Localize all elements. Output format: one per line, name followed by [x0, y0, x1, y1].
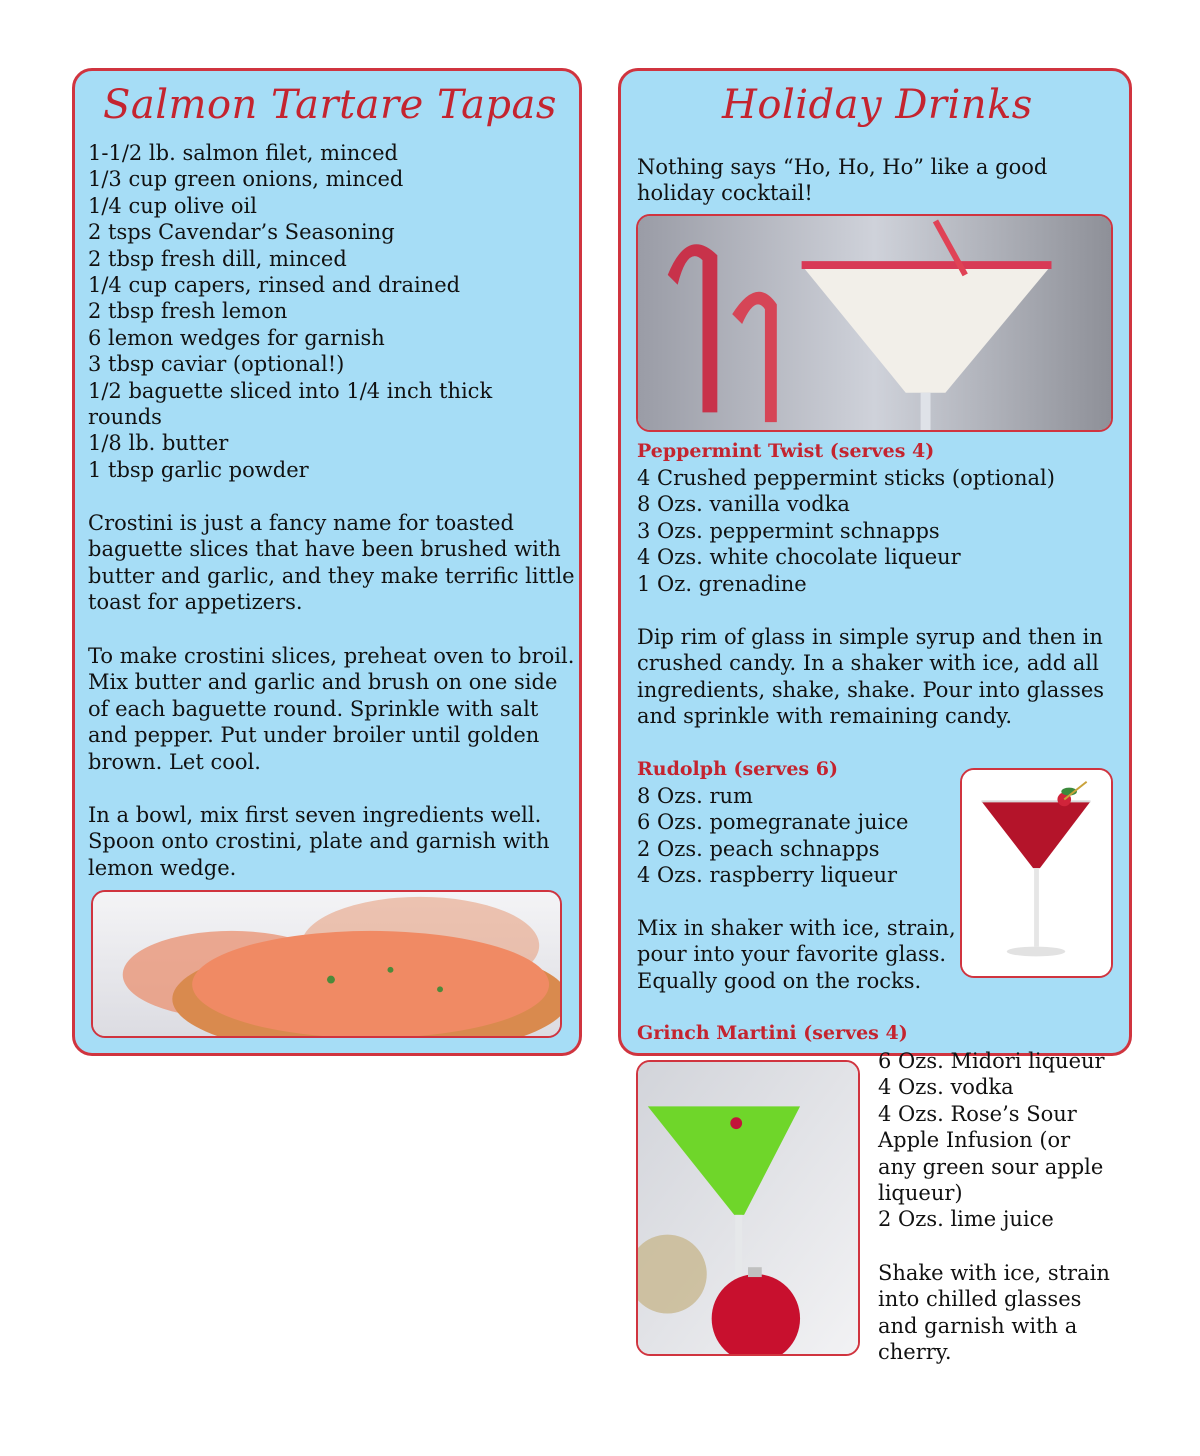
ingredient-line: 4 Ozs. raspberry liqueur	[637, 863, 898, 888]
crostini-directions	[88, 643, 574, 775]
paragraph-line: butter and garlic, and they make terrific little	[88, 563, 575, 588]
ingredient-line: 2 Ozs. peach schnapps	[637, 836, 880, 861]
ingredient-line: 8 Ozs. rum	[637, 784, 753, 808]
direction-line: and sprinkle with remaining candy.	[637, 704, 1013, 729]
ingredient-line: 2 tsps Cavendar’s Seasoning	[88, 220, 395, 245]
ingredient-line: 1/4 cup capers, rinsed and drained	[88, 272, 461, 297]
ingredient-line: liqueur)	[878, 1180, 963, 1205]
paragraph-line: toast for appetizers.	[88, 590, 303, 615]
paragraph-line: lemon wedge.	[88, 855, 237, 880]
ingredient-line: 1/2 baguette sliced into 1/4 inch thick	[88, 378, 493, 403]
paragraph-line: Mix butter and garlic and brush on one side	[88, 670, 558, 695]
crostini-description	[88, 510, 575, 616]
peppermint-ingredients	[637, 465, 1055, 597]
direction-line: cherry.	[878, 1340, 952, 1365]
peppermint-twist-photo	[636, 214, 1113, 432]
drinks-intro	[637, 154, 1047, 207]
intro-line: Nothing says “Ho, Ho, Ho” like a good	[637, 155, 1048, 179]
rudolph-ingredients	[637, 783, 908, 889]
peppermint-directions	[637, 624, 1104, 730]
drinks-title: Holiday Drinks	[722, 82, 1033, 128]
paragraph-line: and pepper. Put under broiler until golden	[88, 723, 540, 748]
paragraph-line: To make crostini slices, preheat oven to broil.	[88, 644, 575, 668]
ingredient-line: 4 Ozs. Rose’s Sour	[878, 1101, 1077, 1126]
peppermint-twist-heading: Peppermint Twist (serves 4)	[637, 440, 935, 462]
paragraph-line: baguette slices that have been brushed with	[88, 537, 561, 562]
intro-line: holiday cocktail!	[637, 181, 813, 206]
salmon-tapas-photo	[91, 890, 562, 1038]
grinch-directions	[878, 1260, 1110, 1366]
grinch-martini-photo	[636, 1060, 860, 1356]
ingredient-line: rounds	[88, 404, 162, 429]
ingredient-line: 1/4 cup olive oil	[88, 193, 257, 218]
ingredient-line: 2 tbsp fresh lemon	[88, 299, 288, 324]
rudolph-directions	[637, 915, 956, 994]
ingredient-line: 2 tbsp fresh dill, minced	[88, 246, 347, 271]
direction-line: Equally good on the rocks.	[637, 968, 922, 993]
direction-line: Dip rim of glass in simple syrup and then in	[637, 625, 1103, 649]
paragraph-line: Spoon onto crostini, plate and garnish with	[88, 829, 550, 854]
grinch-ingredients	[878, 1048, 1105, 1233]
paragraph-line: Crostini is just a fancy name for toasted	[88, 511, 514, 535]
salmon-ingredients	[88, 140, 492, 483]
direction-line: Shake with ice, strain	[878, 1261, 1110, 1285]
ingredient-line: 3 Ozs. peppermint schnapps	[637, 518, 940, 543]
ingredient-line: 4 Crushed peppermint sticks (optional)	[637, 466, 1055, 490]
direction-line: into chilled glasses	[878, 1287, 1082, 1312]
ingredient-line: 4 Ozs. white chocolate liqueur	[637, 545, 961, 570]
grinch-martini-heading: Grinch Martini (serves 4)	[637, 1022, 908, 1044]
ingredient-line: 6 Ozs. pomegranate juice	[637, 810, 909, 835]
ingredient-line: 6 lemon wedges for garnish	[88, 325, 385, 350]
ingredient-line: 4 Ozs. vodka	[878, 1075, 1014, 1100]
rudolph-cocktail-photo	[960, 768, 1113, 978]
ingredient-line: 3 tbsp caviar (optional!)	[88, 352, 345, 377]
ingredient-line: 1-1/2 lb. salmon filet, minced	[88, 141, 398, 165]
salmon-title: Salmon Tartare Tapas	[103, 82, 557, 128]
direction-line: Mix in shaker with ice, strain,	[637, 916, 956, 940]
ingredient-line: 6 Ozs. Midori liqueur	[878, 1049, 1105, 1073]
paragraph-line: In a bowl, mix first seven ingredients well.	[88, 803, 542, 827]
ingredient-line: any green sour apple	[878, 1154, 1104, 1179]
ingredient-line: 1/8 lb. butter	[88, 431, 229, 456]
ingredient-line: 1 Oz. grenadine	[637, 571, 807, 596]
paragraph-line: brown. Let cool.	[88, 749, 261, 774]
ingredient-line: 2 Ozs. lime juice	[878, 1207, 1054, 1232]
ingredient-line: 8 Ozs. vanilla vodka	[637, 492, 850, 517]
direction-line: pour into your favorite glass.	[637, 942, 947, 967]
direction-line: and garnish with a	[878, 1313, 1078, 1338]
ingredient-line: Apple Infusion (or	[878, 1128, 1071, 1153]
ingredient-line: 1 tbsp garlic powder	[88, 457, 309, 482]
direction-line: ingredients, shake, shake. Pour into glasses	[637, 677, 1105, 702]
tartare-directions	[88, 802, 549, 881]
direction-line: crushed candy. In a shaker with ice, add all	[637, 651, 1099, 676]
paragraph-line: of each baguette round. Sprinkle with salt	[88, 696, 539, 721]
ingredient-line: 1/3 cup green onions, minced	[88, 167, 404, 192]
rudolph-heading: Rudolph (serves 6)	[637, 758, 838, 780]
